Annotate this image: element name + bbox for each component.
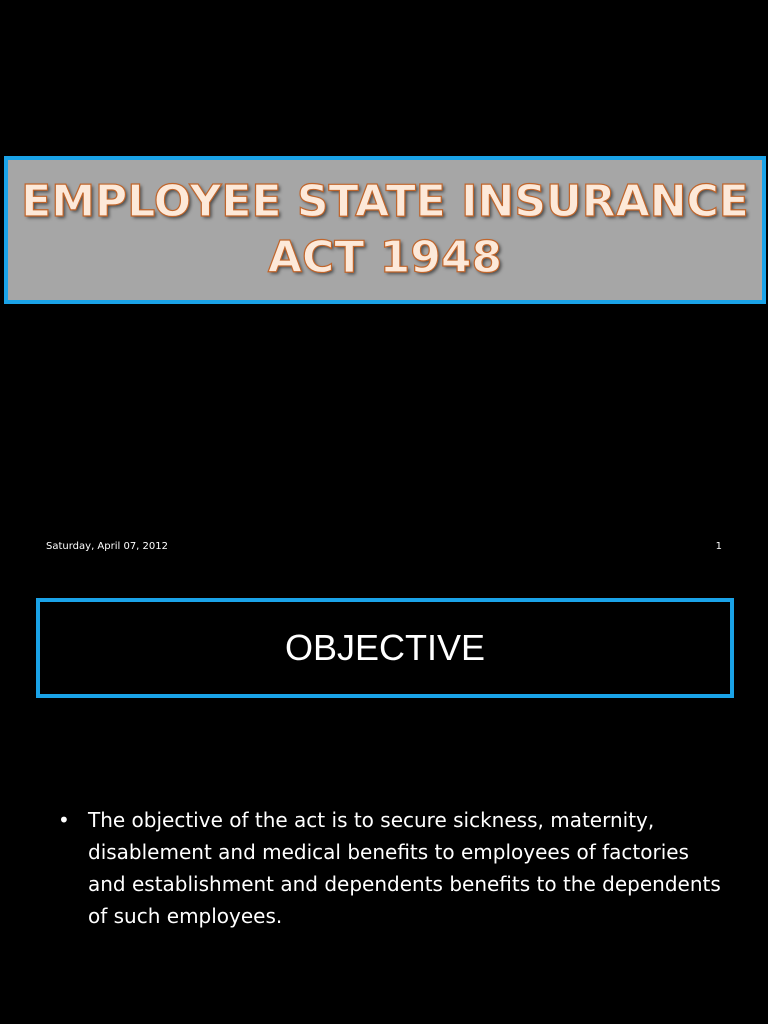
bullet-text: The objective of the act is to secure sickness, maternity, disablement and medical benefits to employees of factories and establishment and dependents benefits to the dependents of such employees.: [88, 808, 721, 928]
bullet-item: [58, 804, 728, 932]
slide-2: [0, 576, 768, 1024]
title-line-2: ACT 1948: [267, 232, 503, 283]
bullet-icon: •: [58, 808, 70, 832]
title-line-1: EMPLOYEE STATE INSURANCE: [21, 176, 749, 227]
page-number: 1: [715, 541, 722, 552]
slide-heading: OBJECTIVE: [284, 627, 486, 668]
bullet-list: [58, 804, 728, 932]
heading-box: [36, 598, 734, 698]
title-box: [4, 156, 766, 304]
footer-date: Saturday, April 07, 2012: [46, 541, 168, 552]
